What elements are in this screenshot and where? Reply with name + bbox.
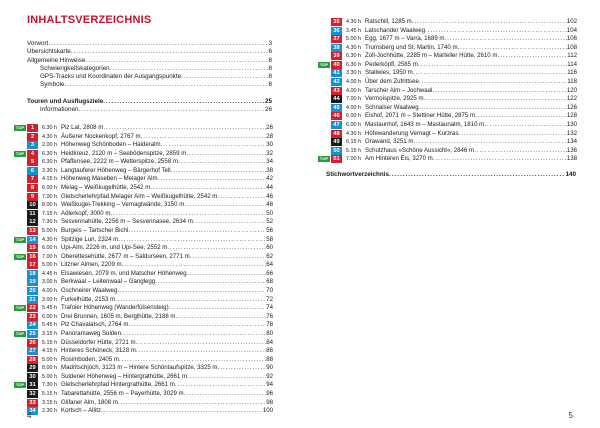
tour-duration: 6.30 h bbox=[42, 159, 57, 166]
toc-page: 84 bbox=[266, 338, 273, 346]
tour-number-badge: 6 bbox=[27, 167, 38, 175]
tour-title: Schutzhaus »Schöne Aussicht«, 2846 m bbox=[365, 146, 475, 154]
tour-duration: 4.00 h bbox=[346, 87, 361, 94]
toc-page: 116 bbox=[567, 69, 577, 77]
tour-duration: 5.00 h bbox=[42, 227, 57, 234]
toc-page: 100 bbox=[262, 407, 273, 415]
toc-entry-index[interactable] bbox=[326, 171, 576, 179]
toc-page: 128 bbox=[566, 112, 577, 120]
tour-duration: 4.30 h bbox=[346, 130, 361, 137]
tour-title: Höhenweg Maseben – Melager Alm bbox=[61, 175, 158, 183]
top-badge: TOP bbox=[15, 330, 25, 336]
tour-entry[interactable] bbox=[14, 278, 273, 286]
tour-entry[interactable] bbox=[14, 390, 273, 398]
toc-page: 70 bbox=[266, 287, 273, 295]
tour-entry[interactable] bbox=[318, 138, 577, 146]
tour-number-badge: 37 bbox=[331, 35, 342, 43]
toc-page: 56 bbox=[266, 226, 273, 234]
tour-entry[interactable] bbox=[318, 130, 577, 138]
tour-duration: 6.00 h bbox=[42, 185, 57, 192]
tour-duration: 6.00 h bbox=[42, 245, 57, 252]
tour-number-badge: 49 bbox=[331, 138, 342, 146]
tour-title: Piz Chavalatsch, 2764 m bbox=[61, 321, 129, 329]
tour-number-badge: 32 bbox=[27, 390, 38, 398]
toc-page: 138 bbox=[566, 155, 577, 163]
page-title: INHALTSVERZEICHNIS bbox=[27, 14, 152, 26]
tour-duration: 4.45 h bbox=[42, 270, 57, 277]
tour-duration: 4.00 h bbox=[346, 79, 361, 86]
tour-title: Trafoier Höhenweg (Wanderfülsensteig) bbox=[61, 304, 169, 312]
toc-page: 8 bbox=[268, 81, 272, 88]
tour-entry[interactable] bbox=[14, 313, 273, 321]
tour-entry[interactable] bbox=[318, 112, 577, 120]
tour-duration: 6.00 h bbox=[346, 121, 361, 128]
toc-page: 38 bbox=[266, 166, 273, 174]
toc-page: 62 bbox=[266, 252, 273, 260]
toc-page: 78 bbox=[266, 321, 273, 329]
toc-page: 118 bbox=[567, 78, 577, 86]
tour-number-badge: 35 bbox=[331, 18, 342, 26]
tour-number-badge: 42 bbox=[331, 78, 342, 86]
tour-title: Düsseldorfer Hütte, 2721 m bbox=[61, 338, 136, 346]
toc-page: 108 bbox=[566, 43, 577, 51]
toc-page: 132 bbox=[566, 129, 577, 137]
toc-entry[interactable] bbox=[27, 57, 272, 65]
tour-title: Am Hinteren Eis, 3270 m bbox=[365, 155, 433, 163]
tour-number-badge: 11 bbox=[27, 210, 38, 218]
toc-page: 86 bbox=[266, 347, 273, 355]
tour-entry[interactable] bbox=[318, 61, 577, 69]
tour-entry[interactable] bbox=[318, 147, 577, 155]
tour-duration: 3.30 h bbox=[346, 70, 361, 77]
top-badge: TOP bbox=[15, 125, 25, 130]
tour-title: Melag – Weißkugelhütte, 2542 m bbox=[61, 184, 151, 192]
toc-page: 58 bbox=[266, 235, 273, 243]
tour-entry[interactable] bbox=[14, 158, 273, 166]
toc-page: 106 bbox=[566, 35, 577, 43]
tour-duration: 5.00 h bbox=[42, 262, 57, 269]
toc-page: 140 bbox=[565, 171, 576, 178]
tour-entry[interactable] bbox=[14, 201, 273, 209]
tour-duration: 3.45 h bbox=[346, 27, 361, 34]
toc-page: 122 bbox=[566, 95, 577, 103]
tour-title: Hinteres Schöneck, 3128 m bbox=[61, 347, 136, 355]
tour-title: Weißkugel-Trekking – Vernagtwände, 3150 m bbox=[61, 201, 185, 209]
tour-entry[interactable] bbox=[318, 95, 577, 103]
tour-entry[interactable] bbox=[14, 253, 273, 261]
toc-page: 30 bbox=[266, 141, 273, 149]
tour-number-badge: 29 bbox=[27, 364, 38, 372]
tour-duration: 4.30 h bbox=[42, 133, 57, 140]
top-badge: TOP bbox=[15, 305, 25, 311]
tour-entry[interactable] bbox=[14, 175, 273, 183]
tour-title: Höfewanderung Vernagt – Kurzras bbox=[365, 129, 459, 137]
tour-entry[interactable] bbox=[318, 155, 577, 163]
tour-title: Tabarettahütte, 2556 m – Payerhütte, 3029 m bbox=[61, 389, 184, 397]
toc-page: 32 bbox=[266, 149, 273, 157]
tour-duration: 6.00 h bbox=[346, 113, 361, 120]
tour-title: Langtauferer Höhenweg – Bärgerhof Tell bbox=[61, 166, 171, 174]
tour-duration: 4.00 h bbox=[42, 288, 57, 295]
tour-duration: 5.45 h bbox=[42, 322, 57, 329]
tour-duration: 7.00 h bbox=[42, 253, 57, 260]
toc-entry[interactable] bbox=[27, 98, 272, 106]
tour-title: Ratschill, 1285 m bbox=[365, 18, 412, 25]
tour-title: Mastaunhof, 1643 m – Mastaunalm, 1810 m bbox=[365, 120, 485, 128]
tour-number-badge: 15 bbox=[27, 244, 38, 252]
tour-duration: 4.15 h bbox=[42, 348, 57, 355]
tour-entry[interactable] bbox=[14, 150, 273, 158]
toc-label: Übersichtskarte bbox=[27, 48, 71, 55]
tour-number-badge: 30 bbox=[27, 373, 38, 381]
tour-number-badge: 38 bbox=[331, 44, 342, 52]
toc-page: 114 bbox=[567, 60, 577, 68]
tour-entry[interactable] bbox=[14, 304, 273, 312]
tour-entry[interactable] bbox=[318, 104, 577, 112]
toc-page: 134 bbox=[566, 138, 577, 146]
tour-title: Suldener Höhenweg – Hintergrathütte, 2661 m bbox=[61, 372, 188, 380]
toc-label: Stichwortverzeichnis bbox=[326, 171, 389, 178]
toc-page: 80 bbox=[266, 329, 273, 337]
tour-number-badge: 4 bbox=[27, 150, 38, 158]
tour-duration: 4.15 h bbox=[42, 176, 57, 183]
toc-entry[interactable] bbox=[40, 106, 272, 114]
tour-duration: 2.30 h bbox=[42, 408, 57, 415]
toc-page: 130 bbox=[566, 120, 577, 128]
tour-duration: 5.15 h bbox=[346, 147, 361, 154]
toc-page: 76 bbox=[266, 312, 273, 320]
tour-duration: 5.00 h bbox=[346, 36, 361, 43]
tour-duration: 6.00 h bbox=[42, 313, 57, 320]
tour-duration: 2.00 h bbox=[42, 142, 57, 149]
tour-title: Höhenweg Schönboden – Haideralm bbox=[61, 141, 161, 149]
tour-number-badge: 43 bbox=[331, 87, 342, 95]
toc-page: 96 bbox=[266, 389, 273, 397]
tour-title: Glifaner Alm, 1808 m bbox=[61, 398, 118, 406]
tour-title: Kortsch – Allitz bbox=[61, 407, 101, 415]
tour-entry[interactable] bbox=[14, 218, 273, 226]
tour-duration: 3.00 h bbox=[42, 279, 57, 286]
tour-number-badge: 48 bbox=[331, 130, 342, 138]
tour-title: Gletscherlehrpfad Melager Alm – Weißkugelhütte, 2542 m bbox=[61, 192, 218, 200]
tour-number-badge: 7 bbox=[27, 175, 38, 183]
toc-entry[interactable] bbox=[27, 48, 272, 56]
tour-duration: 5.45 h bbox=[42, 305, 57, 312]
tour-title: Madritschjoch, 3123 m – Hintere Schöntaufspitze, 3325 m bbox=[61, 364, 218, 372]
page-number-left: 4 bbox=[27, 411, 32, 420]
tour-number-badge: 21 bbox=[27, 296, 38, 304]
tour-title: Oberettesehütte, 2677 m – Saldurseen, 2771 m bbox=[61, 252, 190, 260]
toc-page: 26 bbox=[266, 124, 273, 131]
tour-duration: 4.00 h bbox=[346, 104, 361, 111]
tour-entry[interactable] bbox=[14, 133, 273, 141]
tour-entry[interactable] bbox=[14, 399, 273, 407]
tour-title: Furkelhütte, 2153 m bbox=[61, 295, 116, 303]
top-badge: TOP bbox=[319, 156, 329, 162]
tour-duration: 7.00 h bbox=[42, 193, 57, 200]
tour-number-badge: 26 bbox=[27, 339, 38, 347]
toc-entry[interactable] bbox=[40, 65, 272, 73]
tour-duration: 3.30 h bbox=[42, 167, 57, 174]
tour-number-badge: 17 bbox=[27, 261, 38, 269]
tour-entry[interactable] bbox=[14, 296, 273, 304]
tour-duration: 7.15 h bbox=[42, 210, 57, 217]
toc-page: 3 bbox=[268, 40, 272, 47]
tour-duration: 6.30 h bbox=[346, 53, 361, 60]
toc-page: 25 bbox=[264, 98, 272, 105]
toc-page: 8 bbox=[268, 57, 272, 64]
tour-title: Vermoispitze, 2925 m bbox=[365, 95, 424, 103]
toc-page: 68 bbox=[266, 278, 273, 286]
toc-entry[interactable] bbox=[40, 81, 272, 89]
tour-title: Litzner Almen, 2209 m bbox=[61, 261, 122, 269]
tour-number-badge: 2 bbox=[27, 133, 38, 141]
tour-duration: 7.00 h bbox=[346, 96, 361, 103]
tour-entry[interactable] bbox=[14, 141, 273, 149]
toc-page: 28 bbox=[266, 132, 273, 140]
tour-duration: 6.30 h bbox=[346, 61, 361, 68]
tour-duration: 7.30 h bbox=[42, 219, 57, 226]
tour-duration: 3.00 h bbox=[42, 296, 57, 303]
tour-title: Eishof, 2071 m – Stettiner Hütte, 2875 m bbox=[365, 112, 476, 120]
tour-number-badge: 25 bbox=[27, 330, 38, 338]
toc-page: 88 bbox=[266, 355, 273, 363]
toc-page: 98 bbox=[266, 398, 273, 406]
tour-title: Gschneirer Waalweg bbox=[61, 287, 118, 295]
tour-number-badge: 8 bbox=[27, 184, 38, 192]
tour-title: Egg, 1677 m – Varra, 1689 m bbox=[365, 35, 445, 43]
tour-entry[interactable] bbox=[14, 347, 273, 355]
tour-entry[interactable] bbox=[14, 227, 273, 235]
tour-number-badge: 24 bbox=[27, 321, 38, 329]
tour-duration: 5.00 h bbox=[42, 356, 57, 363]
tour-title: Latschander Waalweg bbox=[365, 26, 426, 34]
tour-title: Upi-Alm, 2226 m, und Upi-See, 2552 m bbox=[61, 244, 168, 252]
tour-entry[interactable] bbox=[14, 373, 273, 381]
toc-page: 126 bbox=[566, 103, 577, 111]
tour-number-badge: 41 bbox=[331, 69, 342, 77]
toc-page: 112 bbox=[567, 52, 577, 60]
toc-page: 102 bbox=[566, 18, 577, 25]
tour-title: Berkwaal – Leitenwaal – Ganglegg bbox=[61, 278, 156, 286]
tour-title: Tarscher Alm – Jochwaal bbox=[365, 86, 433, 94]
toc-page: 44 bbox=[266, 184, 273, 192]
toc-page: 8 bbox=[268, 65, 272, 72]
tour-duration: 7.30 h bbox=[42, 382, 57, 389]
tour-number-badge: 31 bbox=[27, 381, 38, 389]
tour-number-badge: 40 bbox=[331, 61, 342, 69]
toc-page: 120 bbox=[566, 86, 577, 94]
tour-number-badge: 34 bbox=[27, 407, 38, 415]
tour-entry[interactable] bbox=[14, 339, 273, 347]
tour-entry[interactable] bbox=[14, 184, 273, 192]
top-badge: TOP bbox=[15, 253, 25, 259]
tour-number-badge: 18 bbox=[27, 270, 38, 278]
tour-entry[interactable] bbox=[318, 27, 577, 35]
tour-title: Zoll-Jochhütte, 2285 m – Marteller Hütte, 2610 m bbox=[365, 52, 498, 60]
toc-page: 92 bbox=[266, 372, 273, 380]
tour-number-badge: 46 bbox=[331, 112, 342, 120]
tour-number-badge: 28 bbox=[27, 356, 38, 364]
toc-entry[interactable] bbox=[40, 73, 272, 81]
toc-page: 104 bbox=[566, 26, 577, 34]
toc-page: 136 bbox=[566, 146, 577, 154]
toc-label: Symbole bbox=[40, 81, 65, 88]
tour-title: Gletscherlehrpfad Hintergrathütte, 2661 m bbox=[61, 381, 175, 389]
tour-title: Äußerer Nockenkopf, 2767 m bbox=[61, 132, 141, 140]
tour-number-badge: 45 bbox=[331, 104, 342, 112]
tour-entry[interactable] bbox=[318, 121, 577, 129]
tour-entry[interactable] bbox=[318, 69, 577, 77]
tour-title: Trumsberg und St. Martin, 1740 m bbox=[365, 43, 458, 51]
tour-duration: 4.30 h bbox=[346, 19, 361, 25]
toc-page: 34 bbox=[266, 158, 273, 166]
tour-number-badge: 50 bbox=[331, 147, 342, 155]
toc-page: 26 bbox=[264, 106, 272, 113]
tour-entry[interactable] bbox=[14, 193, 273, 201]
tour-duration: 5.00 h bbox=[42, 373, 57, 380]
tour-title: Rosimboden, 2405 m bbox=[61, 355, 119, 363]
tour-entry[interactable] bbox=[318, 35, 577, 43]
tour-title: Drei Brunnen, 1605 m, Berglhütte, 2188 m bbox=[61, 312, 176, 320]
toc-page: 74 bbox=[266, 304, 273, 312]
toc-label: Vorwort bbox=[27, 40, 49, 47]
tour-entry[interactable] bbox=[14, 210, 273, 218]
toc-page: 72 bbox=[266, 295, 273, 303]
tour-entry[interactable] bbox=[14, 244, 273, 252]
tour-number-badge: 3 bbox=[27, 141, 38, 149]
toc-page: 52 bbox=[266, 218, 273, 226]
tour-entry[interactable] bbox=[14, 330, 273, 338]
tour-duration: 7.00 h bbox=[346, 156, 361, 163]
tour-number-badge: 23 bbox=[27, 313, 38, 321]
tour-number-badge: 20 bbox=[27, 287, 38, 295]
tour-number-badge: 36 bbox=[331, 27, 342, 35]
top-badge: TOP bbox=[319, 61, 329, 67]
tour-number-badge: 51 bbox=[331, 155, 342, 163]
tour-entry[interactable] bbox=[318, 52, 577, 60]
tour-duration: 3.15 h bbox=[42, 399, 57, 406]
tour-entry[interactable] bbox=[14, 364, 273, 372]
tour-number-badge: 19 bbox=[27, 278, 38, 286]
tour-title: Heidkreuz, 2120 m – Seebödenspitze, 2859 m bbox=[61, 149, 187, 157]
tour-title: Pederköpfl, 2585 m bbox=[365, 60, 418, 68]
tour-entry[interactable] bbox=[14, 270, 273, 278]
tour-entry[interactable] bbox=[318, 87, 577, 95]
tour-number-badge: 33 bbox=[27, 399, 38, 407]
toc-label: Touren und Ausflugsziele bbox=[27, 98, 104, 105]
tour-entry[interactable] bbox=[318, 18, 577, 26]
tour-number-badge: 22 bbox=[27, 304, 38, 312]
tour-entry[interactable] bbox=[14, 124, 273, 132]
toc-label: Allgemeine Hinweise bbox=[27, 57, 86, 64]
tour-title: Panoramaweg Sulden bbox=[61, 329, 121, 337]
tour-title: Grawand, 3251 m bbox=[365, 138, 414, 146]
toc-page: 48 bbox=[266, 201, 273, 209]
tour-duration: 6.30 h bbox=[42, 125, 57, 131]
tour-number-badge: 12 bbox=[27, 218, 38, 226]
toc-label: Schwierigkeitskategorien bbox=[40, 65, 110, 72]
tour-entry[interactable] bbox=[14, 287, 273, 295]
tour-duration: 8.00 h bbox=[42, 365, 57, 372]
tour-number-badge: 5 bbox=[27, 158, 38, 166]
page-number-right: 5 bbox=[568, 411, 573, 420]
toc-label: GPS-Tracks und Koordinaten der Ausgangspunkte bbox=[40, 73, 182, 80]
toc-page: 50 bbox=[266, 209, 273, 217]
tour-entry[interactable] bbox=[14, 356, 273, 364]
toc-page: 94 bbox=[266, 381, 273, 389]
tour-duration: 6.30 h bbox=[42, 150, 57, 157]
tour-entry[interactable] bbox=[318, 44, 577, 52]
top-badge: TOP bbox=[15, 236, 25, 242]
toc-page: 6 bbox=[268, 48, 272, 55]
tour-title: Burgeis – Tartscher Bichl bbox=[61, 226, 129, 234]
tour-duration: 5.15 h bbox=[42, 390, 57, 397]
top-badge: TOP bbox=[15, 382, 25, 388]
top-badge: TOP bbox=[15, 150, 25, 156]
right-page bbox=[300, 0, 600, 428]
tour-entry[interactable] bbox=[318, 78, 577, 86]
tour-duration: 3.15 h bbox=[42, 330, 57, 337]
tour-number-badge: 39 bbox=[331, 52, 342, 60]
toc-page: 46 bbox=[266, 192, 273, 200]
tour-entry[interactable] bbox=[14, 261, 273, 269]
tour-number-badge: 1 bbox=[27, 124, 38, 132]
tour-number-badge: 9 bbox=[27, 193, 38, 201]
toc-page: 60 bbox=[266, 244, 273, 252]
tour-number-badge: 27 bbox=[27, 347, 38, 355]
toc-page: 90 bbox=[266, 364, 273, 372]
tour-number-badge: 44 bbox=[331, 95, 342, 103]
tour-duration: 5.15 h bbox=[42, 339, 57, 346]
tour-title: Elsawiesen, 2079 m, und Matscher Höhenweg bbox=[61, 269, 187, 277]
tour-title: Pfaffensee, 2222 m – Wetterspitze, 2558 m bbox=[61, 158, 178, 166]
tour-number-badge: 13 bbox=[27, 227, 38, 235]
toc-label: Informationen bbox=[40, 106, 79, 113]
tour-title: Adlerkopf, 3000 m bbox=[61, 209, 111, 217]
tour-title: Schnalser Waalweg bbox=[365, 103, 419, 111]
tour-number-badge: 14 bbox=[27, 236, 38, 244]
tour-title: Über dem Zufrittsee bbox=[365, 78, 419, 86]
toc-page: 8 bbox=[268, 73, 272, 80]
tour-number-badge: 10 bbox=[27, 201, 38, 209]
toc-entry[interactable] bbox=[27, 40, 272, 48]
tour-entry[interactable] bbox=[14, 236, 273, 244]
tour-number-badge: 16 bbox=[27, 253, 38, 261]
tour-number-badge: 47 bbox=[331, 121, 342, 129]
tour-duration: 8.00 h bbox=[42, 202, 57, 209]
toc-page: 66 bbox=[266, 269, 273, 277]
tour-entry[interactable] bbox=[14, 381, 273, 389]
tour-title: Spitzige Lun, 2324 m bbox=[61, 235, 119, 243]
toc-page: 42 bbox=[266, 175, 273, 183]
tour-title: Sesvennahütte, 2256 m – Sesvennasee, 2634 m bbox=[61, 218, 193, 226]
tour-duration: 6.15 h bbox=[346, 139, 361, 146]
tour-entry[interactable] bbox=[14, 167, 273, 175]
tour-title: Stallwies, 1950 m bbox=[365, 69, 413, 77]
tour-duration: 4.30 h bbox=[346, 44, 361, 51]
tour-entry[interactable] bbox=[14, 321, 273, 329]
tour-title: Piz Lat, 2808 m bbox=[61, 124, 104, 131]
tour-duration: 4.30 h bbox=[42, 236, 57, 243]
tour-entry[interactable] bbox=[14, 407, 273, 415]
toc-page: 64 bbox=[266, 261, 273, 269]
